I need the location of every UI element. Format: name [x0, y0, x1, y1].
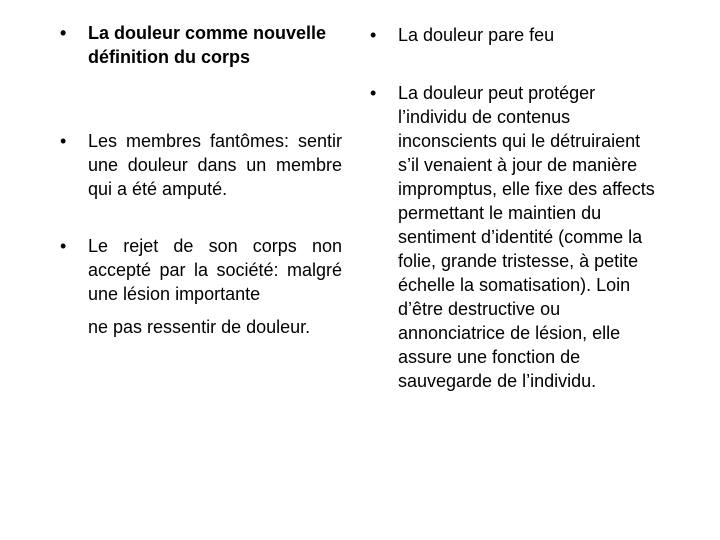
left-bullet-item-3	[60, 234, 342, 306]
right-bullet-text-2: La douleur peut protéger l’individu de contenus inconscients qui le détruiraient s’il venaient à jour de manière impromptus, elle fixe des affects permettant le maintien du sentiment d’identité (comme la folie, grande tristesse, à petite échelle la somatisation). Loin d’être destructive ou annonciatrice de lésion, elle assure une fonction de sauvegarde de l’individu.	[398, 83, 655, 391]
bullet-icon: •	[370, 25, 377, 45]
bullet-icon: •	[370, 83, 377, 103]
bullet-icon: •	[60, 131, 67, 151]
left-continuation-text: ne pas ressentir de douleur.	[88, 317, 311, 337]
left-bullet-text-2: Les membres fantômes: sentir une douleur dans un membre qui a été amputé.	[88, 131, 342, 199]
bullet-icon: •	[60, 23, 67, 43]
right-bullet-text-1: La douleur pare feu	[398, 25, 555, 45]
right-bullet-item-2	[370, 81, 660, 393]
right-bullet-item-1	[370, 23, 660, 47]
left-bullet-text-1: La douleur comme nouvelle définition du corps	[88, 23, 327, 67]
left-bullet-item-2	[60, 129, 342, 201]
bullet-icon: •	[60, 236, 67, 256]
left-bullet-text-3: Le rejet de son corps non accepté par la société: malgré une lésion importante	[88, 236, 342, 304]
left-bullet-item-1	[60, 21, 342, 69]
